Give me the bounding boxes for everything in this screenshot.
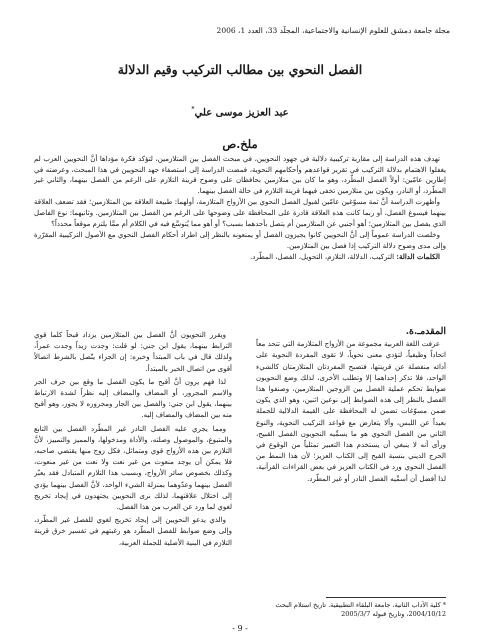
- keywords-line: [34, 252, 446, 263]
- author-footnote-mark: *: [191, 106, 195, 113]
- page-number: - 9 -: [232, 624, 248, 633]
- running-head: مجلة جامعة دمشق للعلوم الإنسانية والاجتماعية، المجلّد 33، العدد 1، 2006: [216, 26, 450, 35]
- body-paragraph: والذي يدعو النحويين إلى إيجاد تخريج لغوي للفصل غير المطّرد، وإلى وضع ضوابط للفصل المطّرد هو رغبتهم في تفسير خرق قرينة التلازم في البنية الأصلية للجملة العربية،: [34, 516, 232, 547]
- abstract-paragraph: تهدف هذه الدراسة إلى مقاربة تركيبية دلالية في جهود النحويين، في مبحث الفصل بين المتلازمين، لتؤكد فكرة مؤداها أنَّ النحويين العرب لم يغفلوا الاهتمام بدلالة التركيب في تقرير قواعدهم وأحكامهم النحوية، فمضت الدراسة إلى استصفاء جهد النحويين في هذا المبحث، وعرضته في إطارين عامّين: أولاً الفصل المطّرد، وهو ما كان بين متلازمين بحافظان على وضوح قرينة التلازم على الرغم من الفصل بينهما، والثاني غير المطّرد، أو النادر، ويكون بين متلازمين تخفى فيهما قرينة التلازم في حالة الفصل بينهما.: [34, 155, 446, 195]
- article-author: [40, 106, 440, 118]
- keywords-label: الكلمات الدالة:: [396, 252, 440, 262]
- abstract-heading: ملخ.ص: [222, 137, 258, 151]
- body-column-right: [256, 326, 446, 588]
- body-paragraph: لذا فهم يرون أنَّ أقبح ما يكون الفصل ما وقع بين حرف الجر والاسم المجرور، أو المضاف والمضاف إليه نظراً لشدة الارتباط بينهما، يقول ابن جني: والفصل بين الجار ومجروره لا يجوز، وهو أقبح منه بين المضاف والمضاف إليه.: [34, 377, 232, 420]
- abstract-paragraph: وأظهرت الدراسة أنَّ ثمة مسوّغين عامّين لقبول الفصل النحوي بين الأزواج المتلازمة، أولهما: طبيعة العلاقة بين المتلازمين؛ فقد تضعف العلاقة بينهما فيسوغ الفصل، أو ربما كانت هذه العلاقة قادرة على المحافظة على وضوحها على الرغم من الفصل بين المتلازمين. وثانيهما: نوع الفاصل الذي يفصل بين المتلازمين؛ أهو أجنبي عن المتلازمين أم يتصل بأحدهما بسبب؟ أو أهو مما يُتوسَّع فيه في الكلام أم ممَّا يلتزم موقعاً محدداً؟: [34, 198, 446, 228]
- abstract-paragraph: وخلصت الدراسة عموماً إلى أنَّ النحويين كانوا يجيزون الفصل أو يمنعونه بالنظر إلى اطراد أحكام الفصل النحوي مع الأصول التركيبية المقرّرة وإلى مدى وضوح دلالة التركيب إذا فصل بين المتلازمين.: [34, 231, 446, 250]
- article-title: الفصل النحوي بين مطالب التركيب وقيم الدلالة: [117, 62, 363, 77]
- footnote: * كلية الآداب الثانية، جامعة البلقاء التطبيقية. تاريخ استلام البحث 2004/10/12، وتاريخ قبوله 2005/3/7: [275, 601, 446, 618]
- footnote-divider: [326, 597, 446, 598]
- body-paragraph: ويقرر النحويون أنَّ الفصل بين المتلازمين يزداد قبحاً كلما قوي الترابط بينهما، يقول ابن جني: لو قلت: وجدت زيداً وجدت عمراً، ولذلك قال في باب المبتدأ وخبره: إن الجزاء يتّصل بالشرط اتصالاً أقوى من اتصال الخبر بالمبتدأ.: [34, 331, 232, 373]
- abstract-block: [34, 154, 446, 312]
- author-name: عبد العزيز موسى علي: [194, 107, 289, 119]
- keywords-list: التركيب، الدلالة، التلازم، التحويل، الفصل، المطّرد.: [249, 253, 395, 262]
- body-paragraph: ومما يجري عليه الفصل النادر غير المطّرد الفصل بين التابع والمتبوع، والموصول وصلته، والأداة ومدخولها، والمميز والتمييز، لأنَّ التلازم بين هذه الأزواج قوي ومتماثل، فكل زوج منها يقتضي صاحبه، فلا يمكن أن يوجد منعوت من غير نعت ولا نعت من غير منعوت، وكذلك بخصوص سائر الأزواج، وبسبب هذا التلازم المتبادل فقد يعبّر الفصل بينهما وعدّوهما بمنزلة الشيء الواحد، لأنَّ الفصل بينهما يؤدي إلى اختلال علاقتهما، لذلك نرى النحويين يجتهدون في إيجاد تخريج لغوي لما ورد عن العرب من هذا الفصل.: [34, 424, 232, 512]
- body-paragraph: عرفت اللغة العربية مجموعة من الأزواج المتلازمة التي تتحد معاً اتحاداً وظيفياً، لتؤدي معنى نحوياً، لا تقوى المفردة النحوية على أدائه منفصلة عن قرينتها، فتصبح المفردتان المتلازمتان كالشيء الواحد، فلا تذكر إحداهما إلا وتطلب الأخرى، لذلك وضع النحويون ضوابط تحكم عملية الفصل بين الزوجين المتلازمين، وصنفوا هذا الفصل بالنظر إلى هذه الضوابط إلى نوعين اثنين، وهو الذي يكون ضمن مسوّغات تضمن له المحافظة على القيمة الدلالية للجملة بعيداً عن اللبس، وألا يتعارض مع قواعد التركيب النحوية، والنوع الثاني من الفصل النحوي هو ما يسمِّيه النحويون الفصل القبيح، ورأى أنه لا ينبغي أن يستخدم هذا التعبير تمثلياً من الوقوع في الحرج الديني بنسبة القبح إلى الكتاب العزيز؛ لأن هذا النمط من الفصل النحوي ورد في الكتاب العزيز في بعض القراءات القرآنية، لذا أفضل أن أسمِّيه الفصل النادر أو غير المطّرد.: [256, 340, 446, 483]
- body-column-left: [34, 330, 232, 592]
- introduction-heading: المقدمـ.ة.: [405, 326, 446, 337]
